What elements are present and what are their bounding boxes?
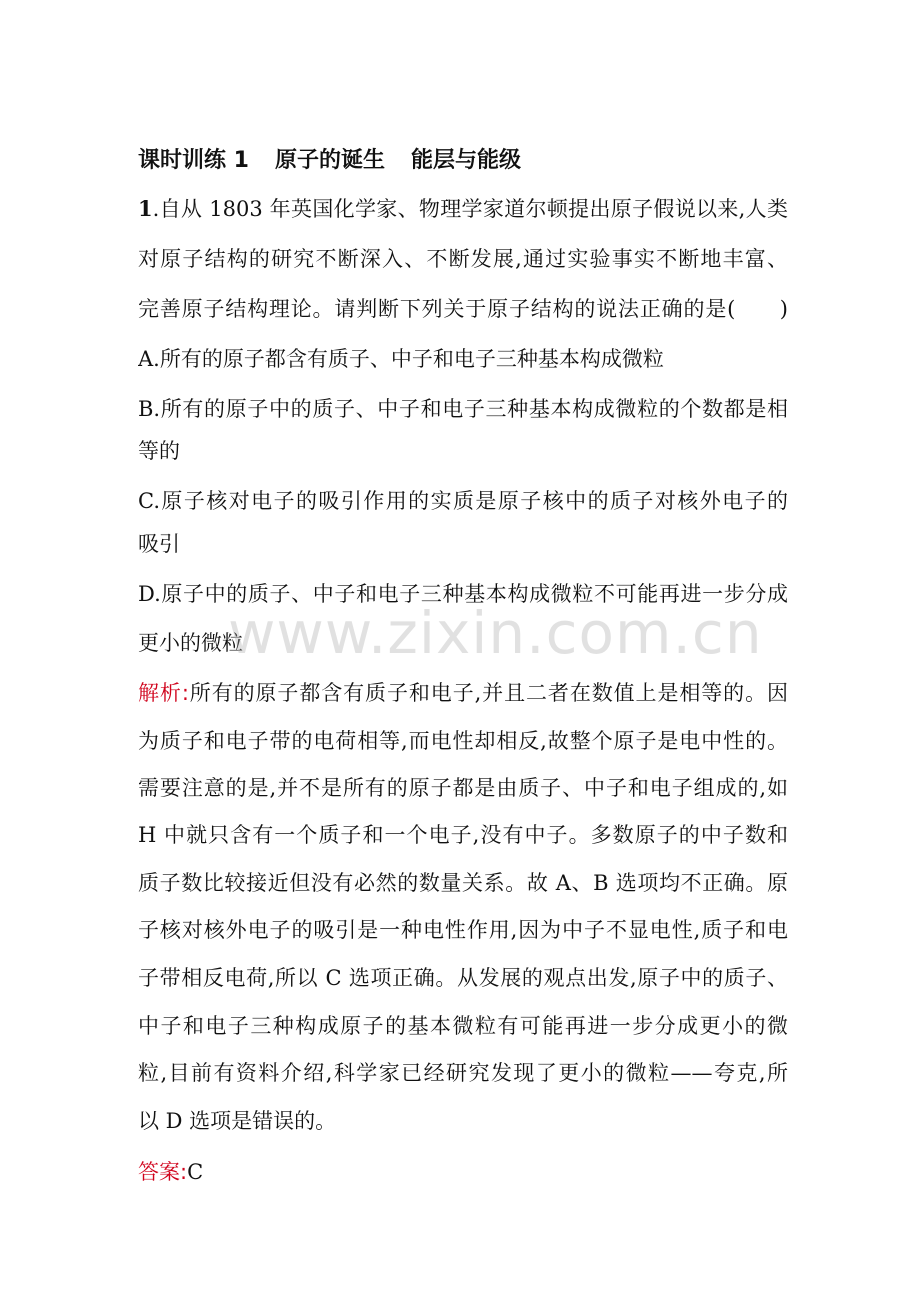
analysis-line-3: 需要注意的是,并不是所有的原子都是由质子、中子和电子组成的,如 [138, 776, 788, 800]
question-line-1 [138, 195, 788, 223]
option-d-line-1: D.原子中的质子、中子和电子三种基本构成微粒不可能再进一步分成 [138, 582, 788, 606]
question-text-1: .自从 1803 年英国化学家、物理学家道尔顿提出原子假说以来,人类 [152, 197, 788, 221]
analysis-text-1: 所有的原子都含有质子和电子,并且二者在数值上是相等的。因 [188, 681, 788, 705]
question-line-3: 完善原子结构理论。请判断下列关于原子结构的说法正确的是( ) [138, 297, 788, 321]
analysis-line-4: H 中就只含有一个质子和一个电子,没有中子。多数原子的中子数和 [138, 823, 788, 847]
analysis-line-7: 子带相反电荷,所以 C 选项正确。从发展的观点出发,原子中的质子、 [138, 966, 788, 990]
page-title [138, 146, 521, 176]
option-c-line-1: C.原子核对电子的吸引作用的实质是原子核中的质子对核外电子的 [138, 489, 788, 513]
option-b-line-2: 等的 [138, 439, 180, 463]
watermark-text: www.zixin.com.cn [228, 599, 763, 667]
title-topic: 原子的诞生 [274, 148, 385, 173]
option-c-line-2: 吸引 [138, 532, 180, 556]
option-d-line-2: 更小的微粒 [138, 631, 243, 655]
answer-line [138, 1158, 788, 1186]
analysis-line-10: 以 D 选项是错误的。 [138, 1109, 337, 1133]
title-subtopic: 能层与能级 [410, 148, 521, 173]
title-lesson: 课时训练 1 [138, 148, 249, 173]
question-number: 1 [138, 196, 153, 221]
analysis-line-1 [138, 679, 788, 707]
answer-label: 答案: [138, 1160, 188, 1184]
analysis-line-5: 质子数比较接近但没有必然的数量关系。故 A、B 选项均不正确。原 [138, 871, 788, 895]
question-line-2: 对原子结构的研究不断深入、不断发展,通过实验事实不断地丰富、 [138, 247, 788, 271]
analysis-line-9: 粒,目前有资料介绍,科学家已经研究发现了更小的微粒——夸克,所 [138, 1061, 788, 1085]
option-b-line-1: B.所有的原子中的质子、中子和电子三种基本构成微粒的个数都是相 [138, 397, 788, 421]
analysis-line-8: 中子和电子三种构成原子的基本微粒有可能再进一步分成更小的微 [138, 1014, 788, 1038]
answer-value: C [187, 1160, 204, 1184]
analysis-label: 解析: [138, 681, 189, 705]
analysis-line-2: 为质子和电子带的电荷相等,而电性却相反,故整个原子是电中性的。 [138, 729, 788, 753]
analysis-line-6: 子核对核外电子的吸引是一种电性作用,因为中子不显电性,质子和电 [138, 918, 788, 942]
option-a: A.所有的原子都含有质子、中子和电子三种基本构成微粒 [138, 347, 664, 371]
